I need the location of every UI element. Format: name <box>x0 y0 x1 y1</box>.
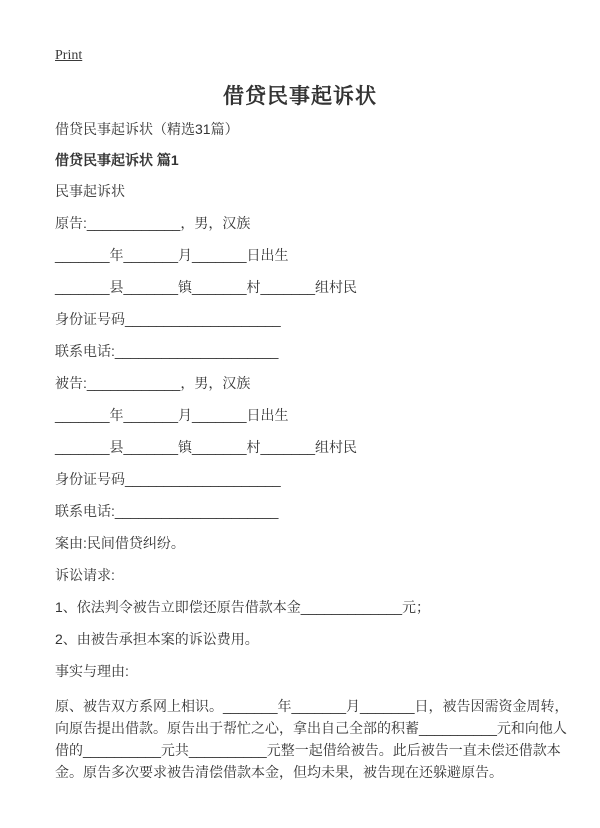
defendant-birthdate-line: _______年_______月_______日出生 <box>55 407 289 423</box>
plaintiff-line: 原告:____________，男，汉族 <box>55 215 251 231</box>
defendant-address-line: _______县_______镇_______村_______组村民 <box>55 439 358 455</box>
plaintiff-birthdate-line: _______年_______月_______日出生 <box>55 247 289 263</box>
plaintiff-phone-line: 联系电话:_____________________ <box>55 343 279 359</box>
facts-heading: 事实与理由: <box>55 663 129 679</box>
defendant-id-line: 身份证号码____________________ <box>55 471 281 487</box>
form-lines <box>55 175 575 687</box>
doc-subtitle: 借贷民事起诉状（精选31篇） <box>55 121 239 137</box>
section-heading: 借贷民事起诉状 篇1 <box>55 152 179 168</box>
claims-heading: 诉讼请求: <box>55 567 115 583</box>
facts-paragraph: 原、被告双方系网上相识。_______年_______月_______日，被告因需资金周转，向原告提出借款。原告出于帮忙之心，拿出自己全部的积蓄__________元和向他人借的__________元共__________元整一起借给被告。此后被告一直未偿还借款本金。原告多次要求被告清偿借款本金，但均未果，被告现在还躲避原告。 <box>55 698 569 780</box>
print-link[interactable]: Print <box>55 48 83 63</box>
defendant-line: 被告:____________，男，汉族 <box>55 375 251 391</box>
page-title: 借贷民事起诉状 <box>223 85 377 108</box>
defendant-phone-line: 联系电话:_____________________ <box>55 503 279 519</box>
cause-of-action-line: 案由:民间借贷纠纷。 <box>55 535 185 551</box>
claim-item-2: 2、由被告承担本案的诉讼费用。 <box>55 631 259 647</box>
claim-item-1: 1、依法判令被告立即偿还原告借款本金_____________元； <box>55 599 431 615</box>
plaintiff-address-line: _______县_______镇_______村_______组村民 <box>55 279 358 295</box>
plaintiff-id-line: 身份证号码____________________ <box>55 311 281 327</box>
doc-type-line: 民事起诉状 <box>55 183 125 199</box>
